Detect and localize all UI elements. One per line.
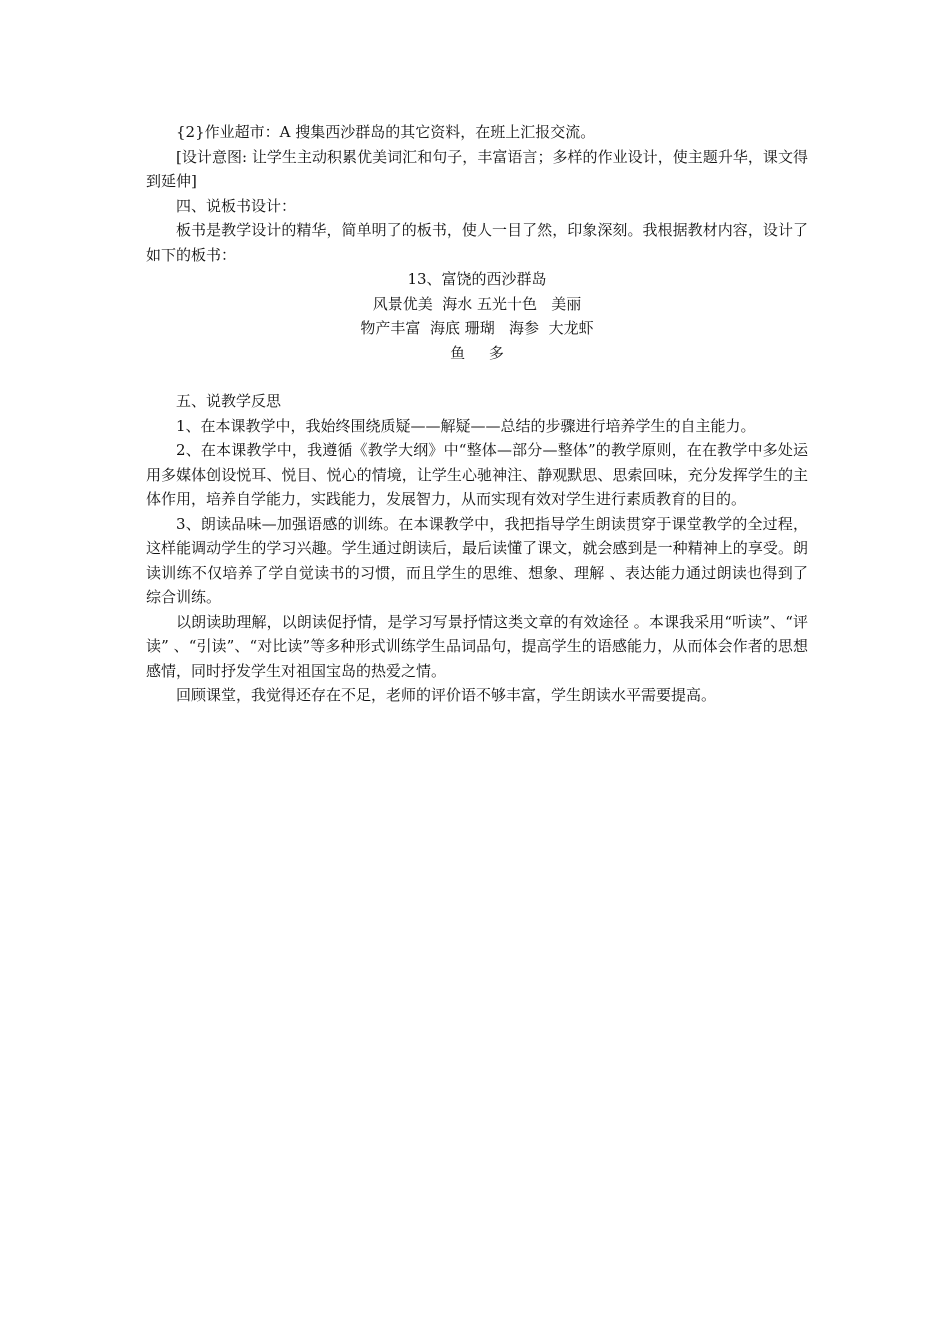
blackboard-design bbox=[146, 267, 808, 365]
section-heading-reflection: 五、说教学反思 bbox=[176, 392, 282, 410]
reading-method-paragraph: 以朗读助理解，以朗读促抒情，是学习写景抒情这类文章的有效途径 。本课我采用“听读”、“评读” 、“引读”、“对比读”等多种形式训练学生品词品句，提高学生的语感能力，从而体会作者的思想感情，同时抒发学生对祖国宝岛的热爱之情。 bbox=[146, 612, 808, 680]
design-intent-paragraph: [设计意图: 让学生主动积累优美词汇和句子，丰富语言；多样的作业设计，使主题升华，课文得到延伸] bbox=[146, 147, 808, 190]
homework-paragraph: {2}作业超市：A 搜集西沙群岛的其它资料，在班上汇报交流。 bbox=[176, 123, 596, 141]
reflection-point-3: 3、朗读品味—加强语感的训练。在本课教学中，我把指导学生朗读贯穿于课堂教学的全过程，这样能调动学生的学习兴趣。学生通过朗读后，最后读懂了课文，就会感到是一种精神上的享受。朗读训练不仅培养了学自觉读书的习惯，而且学生的思维、想象、理解 、表达能力通过朗读也得到了综合训练。 bbox=[146, 514, 808, 606]
document-page bbox=[146, 120, 808, 708]
board-line-fish: 鱼 多 bbox=[450, 343, 504, 362]
board-line-scenery: 风景优美 海水 五光十色 美丽 bbox=[372, 294, 582, 313]
review-paragraph: 回顾课堂，我觉得还存在不足，老师的评价语不够丰富，学生朗读水平需要提高。 bbox=[176, 686, 717, 704]
section-heading-board-design: 四、说板书设计： bbox=[176, 196, 297, 215]
reflection-point-2: 2、在本课教学中，我遵循《教学大纲》中“整体—部分—整体”的教学原则，在在教学中多处运用多媒体创设悦耳、悦目、悦心的情境，让学生心驰神注、静观默思、思索回味，充分发挥学生的主体作用，培养自学能力，实践能力，发展智力，从而实现有效对学生进行素质教育的目的。 bbox=[146, 441, 808, 508]
board-intro-paragraph: 板书是教学设计的精华，简单明了的板书，使人一目了然，印象深刻。我根据教材内容，设计了如下的板书： bbox=[146, 221, 808, 264]
board-title: 13、富饶的西沙群岛 bbox=[407, 270, 547, 288]
blank-line bbox=[146, 365, 808, 389]
board-line-products: 物产丰富 海底 珊瑚 海参 大龙虾 bbox=[360, 319, 594, 337]
reflection-point-1: 1、在本课教学中，我始终围绕质疑——解疑——总结的步骤进行培养学生的自主能力。 bbox=[176, 416, 756, 435]
